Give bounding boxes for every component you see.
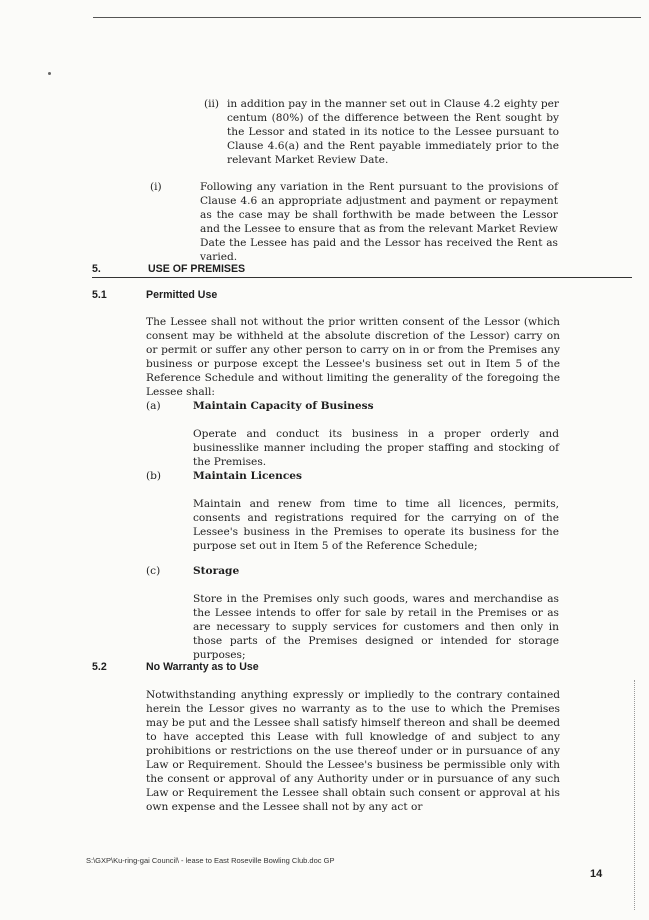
section-number: 5. (92, 263, 101, 275)
section-title: USE OF PREMISES (148, 263, 246, 275)
clause-5-1-title: Permitted Use (146, 289, 218, 301)
clause-5-1-intro: The Lessee shall not without the prior written consent of the Lessor (which consent may be withheld at the absolute discretion of the Lessor) carry on or permit or suffer any other person to carry on in or from the Premises any business or purpose except the Lessee's business set out in Item 5 of the Reference Schedule and without limiting the generality of the foregoing the Lessee shall: (146, 316, 560, 398)
item-c-text: Store in the Premises only such goods, wares and merchandise as the Lessee intends to offer for sale by retail in the Premises or as are necessary to supply services for customers and then only in those parts of the Premises designed or intended for storage purposes; (193, 593, 559, 661)
clause-5-2-title: No Warranty as to Use (146, 661, 259, 673)
clause-5-1-number: 5.1 (92, 289, 107, 301)
top-rule (93, 17, 641, 18)
scan-edge-dots (634, 680, 635, 910)
item-c-letter: (c) (146, 565, 161, 577)
item-b-letter: (b) (146, 470, 162, 482)
footer-file-path: S:\GXP\Ku-ring-gai Council\ - lease to East Roseville Bowling Club.doc GP (86, 856, 335, 865)
item-c-title: Storage (193, 565, 240, 577)
item-number-ii: (ii) (204, 98, 220, 110)
item-a-text: Operate and conduct its business in a proper orderly and businesslike manner including the proper staffing and stocking of the Premises. (193, 428, 559, 468)
section-rule (92, 277, 632, 278)
clause-5-2-number: 5.2 (92, 661, 107, 673)
item-number-i: (i) (150, 181, 162, 193)
item-a-title: Maintain Capacity of Business (193, 400, 374, 412)
item-i-text: Following any variation in the Rent pursuant to the provisions of Clause 4.6 an appropriate adjustment and payment or repayment as the case may be shall forthwith be made between the Lessor and the Lessee to ensure that as from the relevant Market Review Date the Lessee has paid and the Lessor has received the Rent as varied. (200, 181, 558, 263)
clause-5-2-text: Notwithstanding anything expressly or impliedly to the contrary contained herein the Lessor gives no warranty as to the use to which the Premises may be put and the Lessee shall satisfy himself thereon and shall be deemed to have accepted this Lease with full knowledge of and subject to any prohibitions or restrictions on the use thereof under or in pursuance of any Law or Requirement. Should the Lessee's business be permissible only with the consent or approval of any Authority under or in pursuance of any such Law or Requirement the Lessee shall obtain such consent or approval at his own expense and the Lessee shall not by any act or (146, 689, 560, 813)
scan-mark (48, 72, 51, 75)
item-b-title: Maintain Licences (193, 470, 303, 482)
item-ii-text: in addition pay in the manner set out in Clause 4.2 eighty per centum (80%) of the difference between the Rent sought by the Lessor and stated in its notice to the Lessee pursuant to Clause 4.6(a) and the Rent payable immediately prior to the relevant Market Review Date. (227, 98, 559, 166)
item-a-letter: (a) (146, 400, 161, 412)
item-b-text: Maintain and renew from time to time all licences, permits, consents and registrations required for the carrying on of the Lessee's business in the Premises to operate its business for the purpose set out in Item 5 of the Reference Schedule; (193, 498, 559, 552)
page-number: 14 (590, 868, 603, 880)
